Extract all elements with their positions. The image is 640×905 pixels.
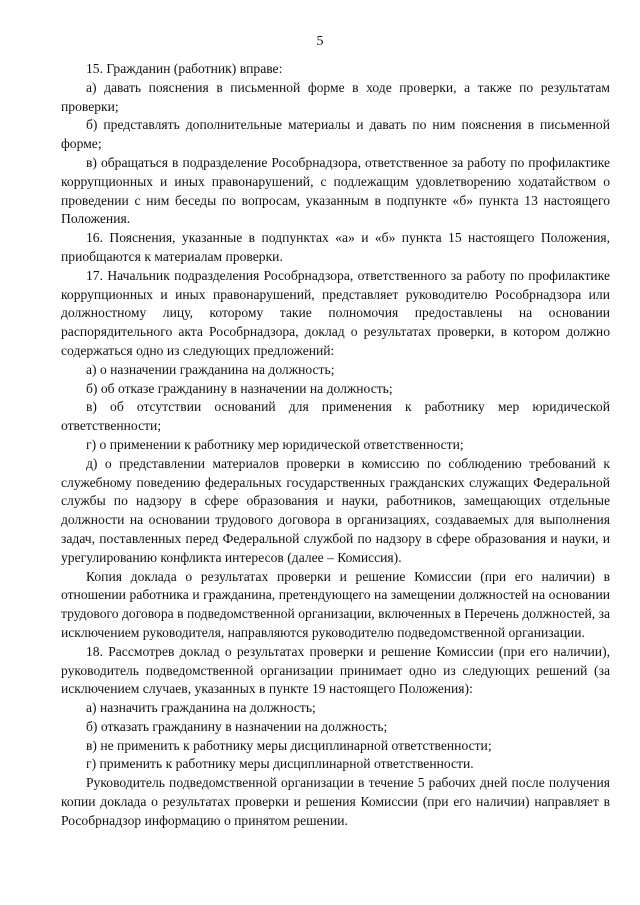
paragraph: 15. Гражданин (работник) вправе:	[86, 61, 283, 76]
paragraph: б) об отказе гражданину в назначении на должность;	[86, 380, 393, 396]
page-number: 5	[316, 34, 324, 49]
paragraph: в) об отсутствии оснований для применения к работнику мер юридической ответственности;	[61, 399, 610, 434]
paragraph: а) назначить гражданина на должность;	[86, 700, 316, 716]
paragraph: 18. Рассмотрев доклад о результатах проверки и решение Комиссии (при его наличии), руководитель подведомственной организации принимает одно из следующих решений (за исключением случаев, указанных в пункте 19 настоящего Положения):	[61, 643, 610, 697]
paragraph: в) обращаться в подразделение Рособрнадзора, ответственное за работу по профилактике коррупционных и иных правонарушений, с подлежащим удовлетворению ходатайством о проведении с ним беседы по вопросам, указанным в подпункте «б» пункта 13 настоящего Положения.	[61, 154, 610, 227]
paragraph: б) представлять дополнительные материалы и давать по ним пояснения в письменной форме;	[61, 117, 610, 152]
paragraph: г) применить к работнику меры дисциплинарной ответственности.	[86, 756, 474, 772]
paragraph: г) о применении к работнику мер юридической ответственности;	[86, 436, 464, 452]
paragraph: Копия доклада о результатах проверки и решение Комиссии (при его наличии) в отношении работника и гражданина, претендующего на замещении должностей на основании трудового договора в подведомственной организации, включенных в Перечень должностей, за исключением руководителя, направляются руководителю подведомственной организации.	[61, 568, 610, 640]
paragraph: а) о назначении гражданина на должность;	[86, 361, 335, 377]
paragraph: а) давать пояснения в письменной форме в ходе проверки, а также по результатам проверки;	[61, 79, 610, 114]
paragraph: б) отказать гражданину в назначении на должность;	[86, 718, 388, 734]
paragraph: 16. Пояснения, указанные в подпунктах «а» и «б» пункта 15 настоящего Положения, приобщаются к материалам проверки.	[61, 230, 610, 264]
document-body	[61, 60, 610, 831]
paragraph: в) не применить к работнику меры дисциплинарной ответственности;	[86, 737, 492, 753]
paragraph: 17. Начальник подразделения Рособрнадзора, ответственного за работу по профилактике коррупционных и иных правонарушений, представляет руководителю Рособрнадзора или должностному лицу, которому такие полномочия предоставлены на основании распорядительного акта Рособрнадзора, доклад о результатах проверки, в котором должно содержаться одно из следующих предложений:	[61, 267, 610, 358]
paragraph: Руководитель подведомственной организации в течение 5 рабочих дней после получения копии доклада о результатах проверки и решения Комиссии (при его наличии) направляет в Рособрнадзор информацию о принятом решении.	[61, 775, 610, 828]
paragraph: д) о представлении материалов проверки в комиссию по соблюдению требований к служебному поведению федеральных государственных гражданских служащих Федеральной службы по надзору в сфере образования и науки, работников, замещающих отдельные должности на основании трудового договора в организациях, создаваемых для выполнения задач, поставленных перед Федеральной службой по надзору в сфере образования и науки, и урегулированию конфликта интересов (далее – Комиссия).	[61, 455, 610, 565]
